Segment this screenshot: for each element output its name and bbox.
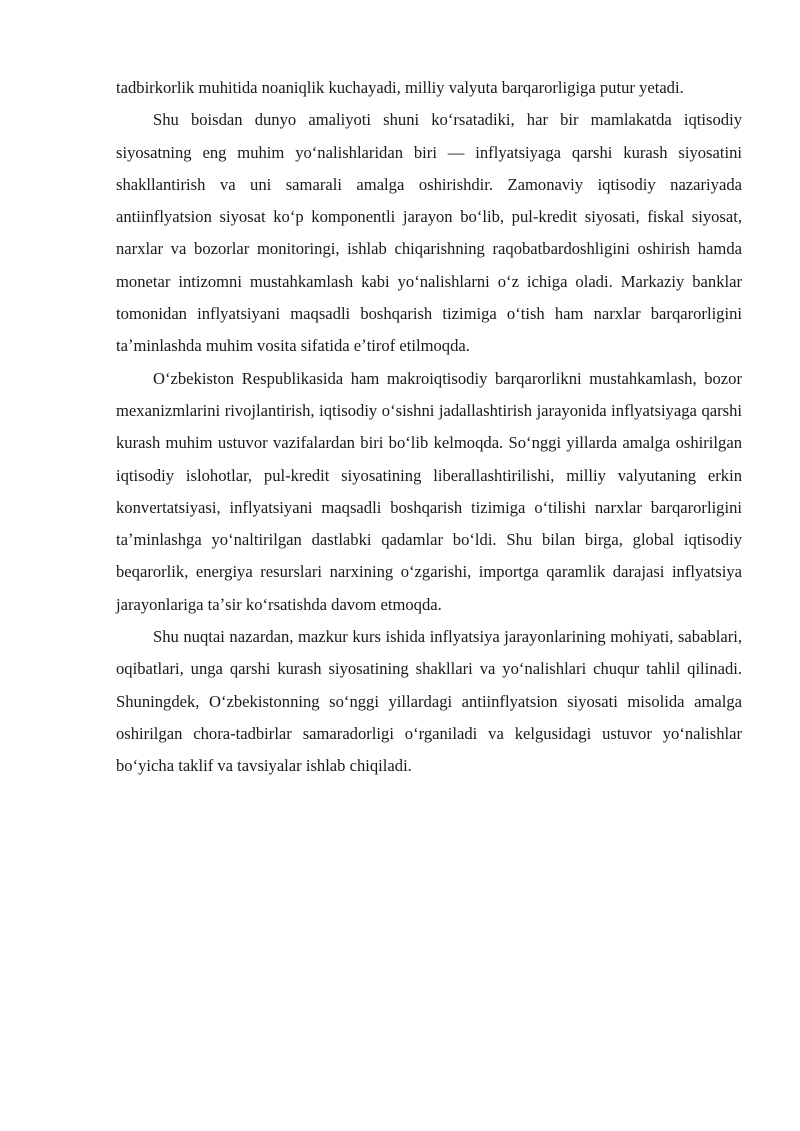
paragraph-continuation: tadbirkorlik muhitida noaniqlik kuchayadi, milliy valyuta barqarorligiga putur yetadi. (116, 78, 684, 97)
body-text (116, 72, 742, 783)
paragraph: Oʻzbekiston Respublikasida ham makroiqtisodiy barqarorlikni mustahkamlash, bozor mexanizmlarini rivojlantirish, iqtisodiy oʻsishni jadallashtirish jarayonida inflyatsiyaga qarshi kurash muhim ustuvor vazifalardan biri boʻlib kelmoqda. Soʻnggi yillarda amalga oshirilgan iqtisodiy islohotlar, pul-kredit siyosatining liberallashtirilishi, milliy valyutaning erkin konvertatsiyasi, inflyatsiyani maqsadli boshqarish tizimiga oʻtilishi narxlar barqarorligini taʼminlashga yoʻnaltirilgan dastlabki qadamlar boʻldi. Shu bilan birga, global iqtisodiy beqarorlik, energiya resurslari narxining oʻzgarishi, importga qaramlik darajasi inflyatsiya jarayonlariga taʼsir koʻrsatishda davom etmoqda. (116, 368, 742, 614)
paragraph: Shu nuqtai nazardan, mazkur kurs ishida inflyatsiya jarayonlarining mohiyati, sabablari, oqibatlari, unga qarshi kurash siyosatining shakllari va yoʻnalishlari chuqur tahlil qilinadi. Shuningdek, Oʻzbekistonning soʻnggi yillardagi antiinflyatsion siyosati misolida amalga oshirilgan chora-tadbirlar samaradorligi oʻrganiladi va kelgusidagi ustuvor yoʻnalishlar boʻyicha taklif va tavsiyalar ishlab chiqiladi. (116, 627, 742, 776)
paragraph: Shu boisdan dunyo amaliyoti shuni koʻrsatadiki, har bir mamlakatda iqtisodiy siyosatning eng muhim yoʻnalishlaridan biri — inflyatsiyaga qarshi kurash siyosatini shakllantirish va uni samarali amalga oshirishdir. Zamonaviy iqtisodiy nazariyada antiinflyatsion siyosat koʻp komponentli jarayon boʻlib, pul-kredit siyosati, fiskal siyosat, narxlar va bozorlar monitoringi, ishlab chiqarishning raqobatbardoshligini oshirish hamda monetar intizomni mustahkamlash kabi yoʻnalishlarni oʻz ichiga oladi. Markaziy banklar tomonidan inflyatsiyani maqsadli boshqarish tizimiga oʻtish ham narxlar barqarorligini taʼminlashda muhim vosita sifatida eʼtirof etilmoqda. (116, 110, 742, 356)
